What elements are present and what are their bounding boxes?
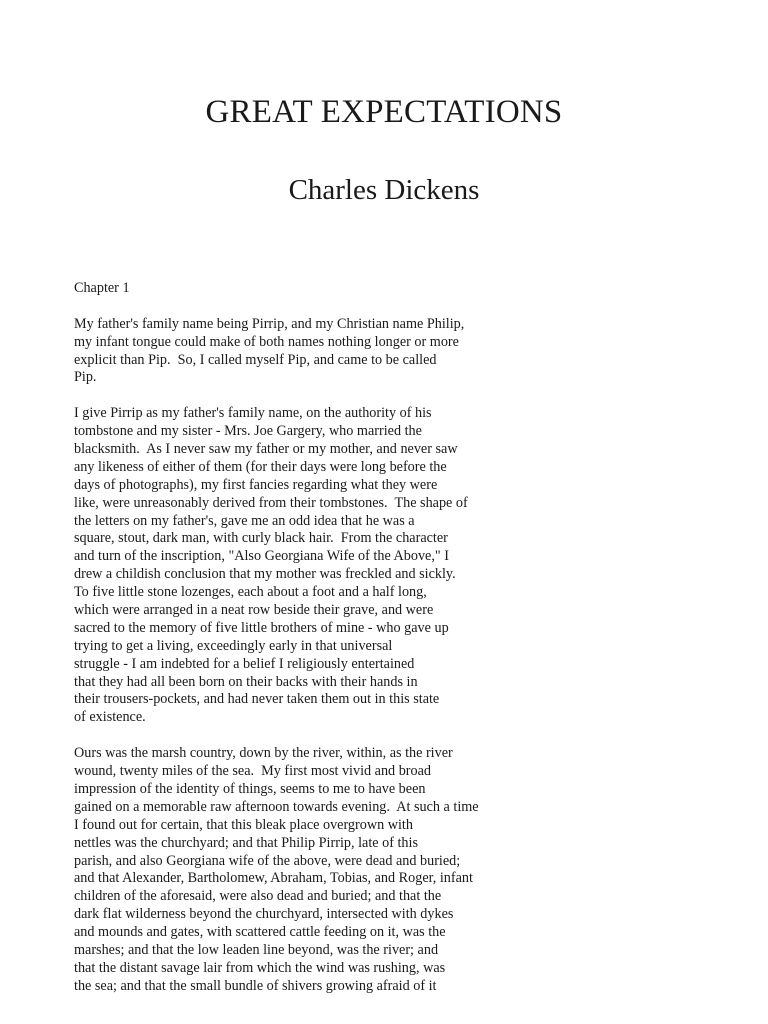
text-line: like, were unreasonably derived from their tombstones. The shape of: [74, 494, 468, 511]
paragraph-1: [74, 316, 534, 388]
text-line: trying to get a living, exceedingly early in that universal: [74, 637, 393, 654]
text-line: I found out for certain, that this bleak place overgrown with: [74, 816, 413, 833]
text-line: tombstone and my sister - Mrs. Joe Gargery, who married the: [74, 423, 422, 440]
text-line: of existence.: [74, 709, 146, 726]
text-line: explicit than Pip. So, I called myself Pip, and came to be called: [74, 351, 437, 368]
text-line: sacred to the memory of five little brothers of mine - who gave up: [74, 619, 449, 636]
chapter-body: [74, 280, 534, 996]
text-line: impression of the identity of things, seems to me to have been: [74, 780, 426, 797]
paragraph-3: [74, 745, 534, 995]
paragraph-gap: [74, 298, 534, 316]
text-line: gained on a memorable raw afternoon towards evening. At such a time: [74, 798, 479, 815]
text-line: nettles was the churchyard; and that Philip Pirrip, late of this: [74, 834, 418, 851]
text-line: any likeness of either of them (for their days were long before the: [74, 458, 447, 475]
text-line: the sea; and that the small bundle of shivers growing afraid of it: [74, 977, 437, 994]
chapter-heading: Chapter 1: [74, 280, 130, 296]
text-line: Ours was the marsh country, down by the river, within, as the river: [74, 745, 453, 762]
text-line: that the distant savage lair from which the wind was rushing, was: [74, 959, 446, 976]
text-line: which were arranged in a neat row beside their grave, and were: [74, 602, 434, 619]
text-line: drew a childish conclusion that my mother was freckled and sickly.: [74, 566, 456, 583]
text-line: blacksmith. As I never saw my father or my mother, and never saw: [74, 441, 458, 458]
text-line: and turn of the inscription, "Also Georgiana Wife of the Above," I: [74, 548, 449, 565]
text-line: their trousers-pockets, and had never taken them out in this state: [74, 691, 440, 708]
text-line: marshes; and that the low leaden line beyond, was the river; and: [74, 941, 439, 958]
text-line: struggle - I am indebted for a belief I religiously entertained: [74, 655, 415, 672]
text-line: square, stout, dark man, with curly black hair. From the character: [74, 530, 448, 547]
text-line: children of the aforesaid, were also dead and buried; and that the: [74, 888, 442, 905]
text-line: dark flat wilderness beyond the churchyard, intersected with dykes: [74, 906, 454, 923]
text-line: days of photographs), my first fancies regarding what they were: [74, 476, 438, 493]
text-line: parish, and also Georgiana wife of the above, were dead and buried;: [74, 852, 461, 869]
book-title: GREAT EXPECTATIONS: [205, 94, 563, 130]
text-line: Pip.: [74, 369, 97, 386]
paragraph-gap: [74, 387, 534, 405]
text-line: My father's family name being Pirrip, and my Christian name Philip,: [74, 315, 465, 332]
book-author: Charles Dickens: [288, 174, 480, 206]
text-line: and that Alexander, Bartholomew, Abraham, Tobias, and Roger, infant: [74, 870, 473, 887]
text-line: the letters on my father's, gave me an odd idea that he was a: [74, 512, 415, 529]
paragraph-2: [74, 405, 534, 727]
text-line: and mounds and gates, with scattered cattle feeding on it, was the: [74, 924, 446, 941]
text-line: that they had all been born on their backs with their hands in: [74, 673, 418, 690]
text-line: I give Pirrip as my father's family name, on the authority of his: [74, 405, 432, 422]
text-line: wound, twenty miles of the sea. My first most vivid and broad: [74, 763, 432, 780]
paragraph-gap: [74, 727, 534, 745]
text-line: my infant tongue could make of both names nothing longer or more: [74, 333, 459, 350]
text-line: To five little stone lozenges, each about a foot and a half long,: [74, 584, 427, 601]
